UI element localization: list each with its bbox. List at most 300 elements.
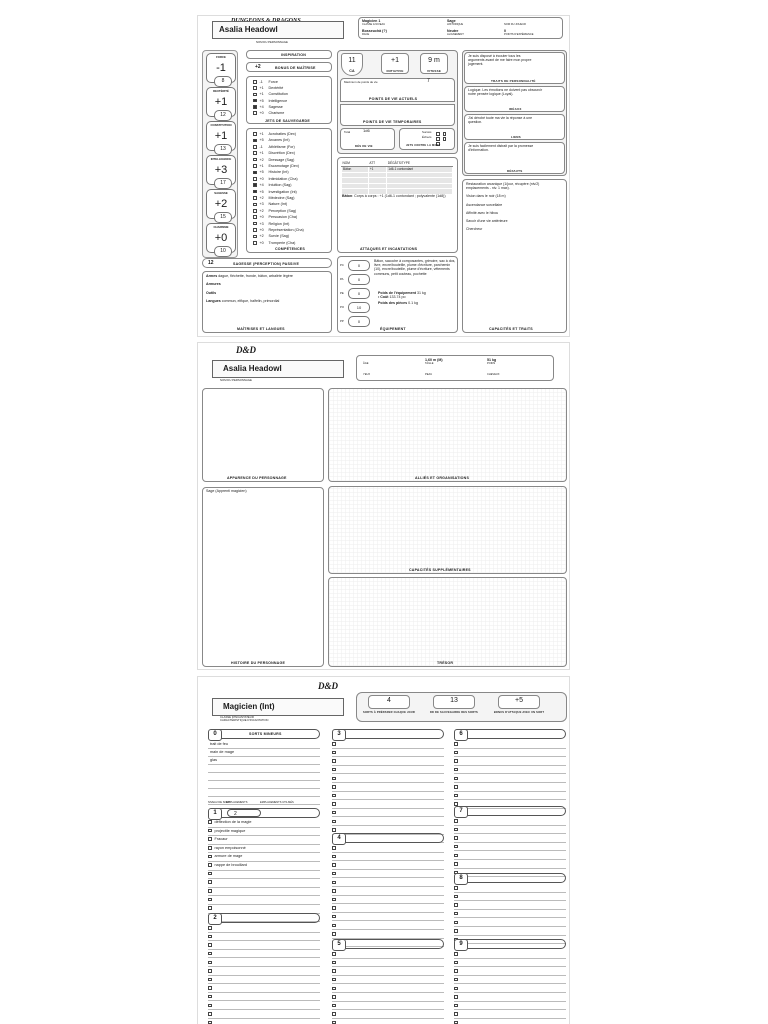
prepared-checkbox[interactable] (332, 952, 336, 956)
cantrips-label: SORTS MINEURS (249, 732, 282, 736)
spellcasting-class[interactable]: Magicien (Int) (223, 702, 275, 711)
ability-score[interactable]: 17 (214, 178, 232, 189)
proficiency-checkbox[interactable] (253, 190, 257, 194)
prepared-checkbox[interactable] (454, 862, 458, 866)
prepared-checkbox[interactable] (332, 969, 336, 973)
prepared-checkbox[interactable] (208, 829, 212, 833)
prepared-checkbox[interactable] (454, 777, 458, 781)
spell-stat-value[interactable]: +5 (515, 697, 523, 704)
prepared-checkbox[interactable] (332, 932, 336, 936)
spell-line[interactable] (208, 871, 320, 880)
proficiency-checkbox[interactable] (253, 86, 257, 90)
prepared-checkbox[interactable] (332, 995, 336, 999)
spell-line[interactable] (332, 757, 444, 766)
backstory-text: Sage (Apprenti magicien) (206, 489, 247, 493)
prepared-checkbox[interactable] (454, 1004, 458, 1008)
spell-line[interactable] (208, 1019, 320, 1024)
character-name[interactable]: Asalia Headowl (219, 25, 278, 34)
spell-line[interactable] (454, 993, 566, 1002)
spell-line[interactable] (332, 749, 444, 758)
spell-line[interactable] (332, 1019, 444, 1024)
equipment-text[interactable]: Bâton, sacoche à composantes, grimoire, sac à dos, livre, encre/bouteille, plume d'écriture, parchemin (10), encre/bouteille, plume d'écriture, vêtements communs, petit couteau, pochette (374, 259, 456, 276)
hp-current-label: POINTS DE VIE ACTUELS (369, 97, 418, 101)
proficiency-checkbox[interactable] (253, 105, 257, 109)
xp-value[interactable]: 0 (504, 29, 506, 33)
spell-line[interactable] (208, 993, 320, 1002)
character-name-2[interactable]: Asalia Headowl (223, 364, 282, 373)
prepared-checkbox[interactable] (208, 986, 212, 990)
proficiency-checkbox[interactable] (253, 196, 257, 200)
prepared-checkbox[interactable] (208, 961, 212, 965)
coin-value: 0 (348, 260, 370, 271)
speed-box (420, 53, 448, 74)
proficiency-checkbox[interactable] (253, 215, 257, 219)
prepared-checkbox[interactable] (208, 863, 212, 867)
prepared-checkbox[interactable] (454, 903, 458, 907)
prepared-checkbox[interactable] (454, 759, 458, 763)
spell-line[interactable] (332, 930, 444, 939)
attacks-table (341, 160, 453, 195)
spell-line[interactable] (332, 950, 444, 959)
attack-note-weapon: Bâton (342, 194, 353, 198)
appearance-box[interactable] (202, 388, 324, 482)
prepared-checkbox[interactable] (208, 846, 212, 850)
prepared-checkbox[interactable] (332, 751, 336, 755)
features-list (466, 182, 544, 235)
modifier: +2 (259, 196, 264, 200)
prepared-checkbox[interactable] (332, 961, 336, 965)
name: Dextérité (268, 86, 284, 91)
modifier: +1 (259, 86, 264, 91)
prepared-checkbox[interactable] (208, 969, 212, 973)
proficiency-checkbox[interactable] (253, 151, 257, 155)
prepared-checkbox[interactable] (208, 906, 212, 910)
prepared-checkbox[interactable] (208, 837, 212, 841)
prepared-checkbox[interactable] (332, 794, 336, 798)
prepared-checkbox[interactable] (454, 836, 458, 840)
spell-line[interactable] (332, 959, 444, 968)
spell-line[interactable] (208, 888, 320, 897)
cantrip-line[interactable] (208, 765, 320, 773)
spell-line[interactable] (454, 927, 566, 936)
proficiency-checkbox[interactable] (253, 158, 257, 162)
spell-line[interactable] (454, 918, 566, 927)
proficiency-checkbox[interactable] (253, 222, 257, 226)
prepared-checkbox[interactable] (454, 768, 458, 772)
cantrip-line[interactable] (208, 781, 320, 789)
spell-line[interactable] (332, 740, 444, 749)
prepared-checkbox[interactable] (454, 794, 458, 798)
ability-modifier[interactable]: +0 (214, 232, 228, 244)
spell-line[interactable] (454, 1010, 566, 1019)
ability-box (206, 155, 236, 185)
proficiency-checkbox[interactable] (253, 145, 257, 149)
spell-line[interactable] (454, 967, 566, 976)
prepared-checkbox[interactable] (454, 828, 458, 832)
proficiency-checkbox[interactable] (253, 235, 257, 239)
spell-line[interactable] (454, 910, 566, 919)
spell-line[interactable] (332, 1002, 444, 1011)
level-3-number: 3 (332, 729, 346, 741)
list-item[interactable] (253, 189, 329, 195)
prepared-checkbox[interactable] (208, 978, 212, 982)
prepared-checkbox[interactable] (454, 995, 458, 999)
spell-line[interactable] (332, 783, 444, 792)
prepared-checkbox[interactable] (332, 777, 336, 781)
prepared-checkbox[interactable] (332, 828, 336, 832)
prepared-checkbox[interactable] (332, 742, 336, 746)
spell-line[interactable] (332, 984, 444, 993)
prepared-checkbox[interactable] (454, 912, 458, 916)
spell-line[interactable] (454, 884, 566, 893)
prepared-checkbox[interactable] (332, 924, 336, 928)
spell-name: rayon empoisonné (214, 845, 246, 850)
spell-line[interactable] (454, 749, 566, 758)
spell-line[interactable] (454, 851, 566, 860)
list-item[interactable] (253, 195, 329, 201)
spell-line[interactable] (332, 913, 444, 922)
modifier: +2 (259, 234, 264, 239)
prepared-checkbox[interactable] (454, 987, 458, 991)
level-1-slots-box[interactable]: 2 (227, 809, 261, 817)
spell-line[interactable] (454, 893, 566, 902)
prepared-checkbox[interactable] (332, 915, 336, 919)
list-item[interactable] (253, 131, 329, 137)
prepared-checkbox[interactable] (208, 872, 212, 876)
prepared-checkbox[interactable] (332, 820, 336, 824)
spell-line[interactable] (454, 843, 566, 852)
spell-line[interactable] (332, 1010, 444, 1019)
spell-line[interactable] (454, 860, 566, 869)
class-level-label: CLASSE & NIVEAU (362, 23, 386, 26)
character-info-box (358, 17, 563, 39)
spell-line[interactable] (208, 836, 320, 845)
spell-line[interactable] (332, 904, 444, 913)
spell-line[interactable] (332, 967, 444, 976)
passive-perception-box (202, 258, 332, 268)
prepared-checkbox[interactable] (208, 880, 212, 884)
weight-value[interactable]: 51 kg (487, 358, 497, 362)
spell-line[interactable] (454, 959, 566, 968)
background-value[interactable]: Sage (447, 19, 456, 23)
list-item[interactable] (253, 150, 329, 156)
prepared-checkbox[interactable] (332, 1012, 336, 1016)
passive-perception-value[interactable]: 12 (208, 260, 214, 266)
prepared-checkbox[interactable] (208, 889, 212, 893)
spell-line[interactable] (332, 809, 444, 818)
proficiency-checkbox[interactable] (253, 132, 257, 136)
spell-line[interactable] (332, 993, 444, 1002)
prepared-checkbox[interactable] (332, 906, 336, 910)
spell-line[interactable] (208, 828, 320, 837)
proficiency-value[interactable]: +2 (255, 64, 261, 70)
list-item[interactable] (253, 214, 329, 220)
prepared-checkbox[interactable] (332, 759, 336, 763)
prepared-checkbox[interactable] (454, 895, 458, 899)
list-item[interactable] (253, 137, 329, 143)
coin[interactable] (340, 315, 370, 327)
spell-line[interactable] (454, 792, 566, 801)
ability-modifier[interactable]: -1 (216, 62, 226, 74)
spell-line[interactable] (208, 967, 320, 976)
spell-line[interactable] (454, 740, 566, 749)
modifier: -1 (259, 80, 263, 84)
spell-line[interactable] (454, 774, 566, 783)
ability-score[interactable]: 13 (214, 144, 232, 155)
spell-line[interactable] (454, 1019, 566, 1024)
spell-line[interactable] (208, 1001, 320, 1010)
modifier: +5 (259, 170, 264, 175)
proficiency-checkbox[interactable] (253, 171, 257, 175)
prepared-checkbox[interactable] (454, 921, 458, 925)
level-4-header (332, 833, 444, 843)
spell-line[interactable] (208, 941, 320, 950)
ability-modifier[interactable]: +1 (214, 130, 228, 142)
spell-line[interactable] (454, 766, 566, 775)
prepared-checkbox[interactable] (208, 926, 212, 930)
coins-weight (378, 301, 418, 305)
spell-line[interactable] (332, 887, 444, 896)
allies-box[interactable] (328, 388, 567, 482)
proficiency-checkbox[interactable] (253, 203, 257, 207)
proficiency-line (206, 274, 328, 278)
death-fail-label: Échecs (422, 135, 432, 139)
spell-stat-value[interactable]: 4 (387, 697, 391, 704)
spell-line[interactable] (454, 834, 566, 843)
cantrip-line[interactable] (208, 789, 320, 797)
spell-line[interactable] (208, 862, 320, 871)
spell-line[interactable] (454, 984, 566, 993)
proficiency-checkbox[interactable] (253, 80, 257, 84)
spell-line[interactable] (332, 800, 444, 809)
list-item[interactable] (253, 110, 329, 116)
spell-line[interactable] (208, 896, 320, 905)
list-item[interactable] (253, 208, 329, 214)
proficiency-checkbox[interactable] (253, 164, 257, 168)
prepared-checkbox[interactable] (332, 889, 336, 893)
spell-stat-value[interactable]: 13 (450, 697, 458, 704)
ideals-text[interactable]: Logique. Les émotions ne doivent pas obscurcir notre pensée logique (Loyal). (468, 88, 543, 97)
prepared-checkbox[interactable] (332, 881, 336, 885)
spell-line[interactable] (454, 757, 566, 766)
equipment-gold-label: • Coût (378, 295, 389, 299)
armor-class-value[interactable]: 11 (348, 57, 356, 64)
list-item[interactable] (253, 163, 329, 169)
spell-line[interactable] (208, 1010, 320, 1019)
coin[interactable] (340, 301, 370, 313)
prepared-checkbox[interactable] (454, 1012, 458, 1016)
class-level-value[interactable]: Magicien 1 (362, 19, 381, 23)
race-value[interactable]: Bosseuchâ (?) (362, 29, 387, 33)
spell-line[interactable] (332, 921, 444, 930)
ability-score[interactable]: 8 (214, 76, 232, 87)
spell-line[interactable] (208, 958, 320, 967)
height-value[interactable]: 1,60 m (M) (425, 358, 443, 362)
prepared-checkbox[interactable] (332, 811, 336, 815)
proficiency-checkbox[interactable] (253, 139, 257, 143)
prepared-checkbox[interactable] (454, 886, 458, 890)
ability-modifier[interactable]: +1 (214, 96, 228, 108)
prepared-checkbox[interactable] (454, 969, 458, 973)
spell-line[interactable] (332, 878, 444, 887)
list-item[interactable] (253, 240, 329, 246)
name: Athlétisme (For) (268, 144, 295, 149)
prepared-checkbox[interactable] (332, 785, 336, 789)
cantrip-line[interactable]: trait de feu (208, 741, 320, 749)
spell-line[interactable] (454, 950, 566, 959)
ability-modifier[interactable]: +3 (214, 164, 228, 176)
alignment-value[interactable]: Neutre (447, 29, 459, 33)
proficiency-checkbox[interactable] (253, 111, 257, 115)
prepared-checkbox[interactable] (454, 961, 458, 965)
ability-score[interactable]: 10 (214, 246, 232, 257)
inspiration-box[interactable] (246, 50, 332, 59)
prepared-checkbox[interactable] (454, 952, 458, 956)
feature-item: Chercheur (466, 227, 483, 232)
proficiency-checkbox[interactable] (253, 93, 257, 97)
list-item[interactable] (253, 182, 329, 188)
prepared-checkbox[interactable] (208, 995, 212, 999)
prepared-checkbox[interactable] (208, 952, 212, 956)
spell-line[interactable] (332, 817, 444, 826)
spell-line[interactable] (208, 933, 320, 942)
flaws-text[interactable]: Je suis facilement distrait par la promesse d'information. (468, 144, 534, 153)
prepared-checkbox[interactable] (454, 751, 458, 755)
proficiency-checkbox[interactable] (253, 183, 257, 187)
spell-line[interactable] (208, 924, 320, 933)
spell-line[interactable] (332, 766, 444, 775)
spell-line[interactable] (332, 853, 444, 862)
backstory-box[interactable] (202, 487, 324, 667)
prepared-checkbox[interactable] (208, 1012, 212, 1016)
traits-box (464, 52, 565, 84)
spell-line[interactable] (454, 817, 566, 826)
extra-features-box[interactable] (328, 486, 567, 574)
spell-line[interactable] (208, 853, 320, 862)
prepared-checkbox[interactable] (332, 846, 336, 850)
proficiency-checkbox[interactable] (253, 228, 257, 232)
prepared-checkbox[interactable] (332, 872, 336, 876)
level-3-spells (332, 740, 444, 843)
list-item[interactable] (253, 144, 329, 150)
prepared-checkbox[interactable] (454, 854, 458, 858)
coin[interactable] (340, 273, 370, 285)
coin[interactable] (340, 259, 370, 271)
spell-line[interactable] (208, 879, 320, 888)
spell-line[interactable] (208, 845, 320, 854)
list-item[interactable] (253, 176, 329, 182)
prepared-checkbox[interactable] (332, 978, 336, 982)
hit-dice-total-label: Total (344, 130, 351, 134)
spell-line[interactable] (332, 896, 444, 905)
spell-line[interactable] (208, 950, 320, 959)
initiative-value[interactable]: +1 (391, 57, 399, 64)
spell-stat-label: DD DE SAUVEGARDE DES SORTS (429, 711, 478, 714)
prepared-checkbox[interactable] (208, 820, 212, 824)
prepared-checkbox[interactable] (208, 898, 212, 902)
treasure-box[interactable] (328, 577, 567, 667)
modifier: +4 (259, 183, 264, 188)
speed-value[interactable]: 9 m (428, 57, 440, 64)
modifier: +2 (259, 208, 264, 213)
proficiency-checkbox[interactable] (253, 209, 257, 213)
proficiency-checkbox[interactable] (253, 177, 257, 181)
list-item[interactable] (253, 201, 329, 207)
spell-stat-box (433, 695, 475, 709)
proficiency-checkbox[interactable] (253, 99, 257, 103)
traits-text[interactable]: Je suis disposé à écouter tous les arguments avant de me faire mon propre jugement. (468, 54, 532, 67)
prepared-checkbox[interactable] (208, 935, 212, 939)
spell-line[interactable] (454, 1002, 566, 1011)
spell-line[interactable] (454, 783, 566, 792)
list-item[interactable] (253, 221, 329, 227)
prepared-checkbox[interactable] (208, 943, 212, 947)
prepared-checkbox[interactable] (332, 898, 336, 902)
inspiration-label: INSPIRATION (281, 53, 307, 57)
spell-line[interactable] (208, 984, 320, 993)
coin[interactable] (340, 287, 370, 299)
cantrip-line[interactable] (208, 773, 320, 781)
prepared-checkbox[interactable] (332, 768, 336, 772)
slot-label-level: NIVEAU DE SORT (208, 801, 230, 804)
feature-item: Restauration arcanique (1/jour, récupère (niv/2) emplacements - niv. 1 max). (466, 182, 540, 191)
modifier: +3 (259, 221, 264, 226)
prepared-checkbox[interactable] (332, 1004, 336, 1008)
spell-line[interactable] (454, 976, 566, 985)
spell-line[interactable] (208, 976, 320, 985)
prepared-checkbox[interactable] (454, 819, 458, 823)
prepared-checkbox[interactable] (332, 987, 336, 991)
prepared-checkbox[interactable] (454, 845, 458, 849)
proficiency-checkbox[interactable] (253, 241, 257, 245)
cantrip-line[interactable]: glas (208, 757, 320, 765)
ability-score[interactable]: 12 (214, 110, 232, 121)
spell-line[interactable] (332, 870, 444, 879)
list-item[interactable] (253, 227, 329, 233)
list-item[interactable] (253, 169, 329, 175)
prepared-checkbox[interactable] (332, 863, 336, 867)
spell-line[interactable] (332, 976, 444, 985)
ability-score[interactable]: 15 (214, 212, 232, 223)
slot-label-total: EMPLACEMENTS (226, 801, 248, 804)
prepared-checkbox[interactable] (454, 978, 458, 982)
ability-box (206, 53, 236, 83)
prepared-checkbox[interactable] (454, 929, 458, 933)
spell-name: nappe de brouillard (214, 862, 248, 867)
spell-line[interactable] (454, 901, 566, 910)
spell-line[interactable] (332, 774, 444, 783)
spell-line[interactable] (454, 826, 566, 835)
spell-line[interactable] (208, 819, 320, 828)
bonds-text[interactable]: J'ai dérobé toute ma vie la réponse à une question. (468, 116, 533, 125)
list-item[interactable] (253, 233, 329, 239)
prepared-checkbox[interactable] (332, 802, 336, 806)
hp-max-value[interactable]: 7 (427, 78, 430, 84)
spell-line[interactable] (332, 861, 444, 870)
prepared-checkbox[interactable] (208, 855, 212, 859)
prepared-checkbox[interactable] (454, 742, 458, 746)
spell-line[interactable] (332, 844, 444, 853)
level-9-number: 9 (454, 939, 468, 951)
prepared-checkbox[interactable] (454, 785, 458, 789)
ability-modifier[interactable]: +2 (214, 198, 228, 210)
prepared-checkbox[interactable] (208, 1004, 212, 1008)
cantrip-line[interactable]: main de mage (208, 749, 320, 757)
list-item[interactable] (253, 157, 329, 163)
hit-dice-total[interactable]: 1d6 (363, 128, 370, 133)
prepared-checkbox[interactable] (332, 855, 336, 859)
spell-line[interactable] (332, 792, 444, 801)
